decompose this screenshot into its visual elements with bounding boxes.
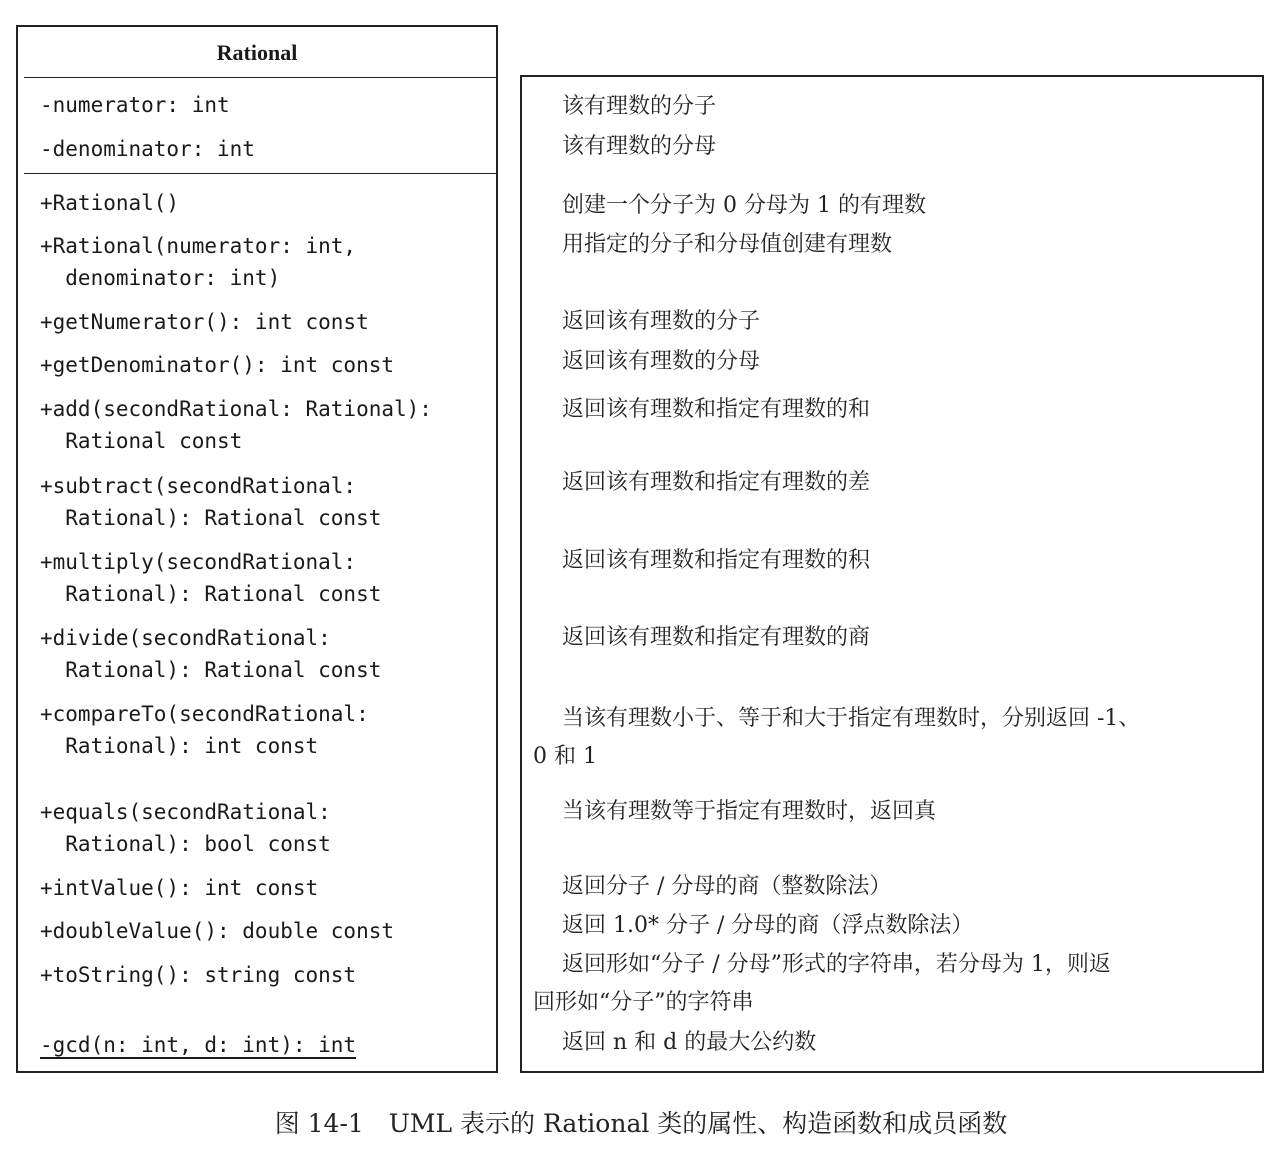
desc-get-denominator: 返回该有理数的分母 — [562, 349, 761, 374]
class-name: Rational — [216, 40, 298, 65]
operation-int-value: +intValue(): int const — [40, 876, 319, 900]
desc-add: 返回该有理数和指定有理数的和 — [562, 397, 871, 422]
operation-gcd-static: -gcd(n: int, d: int): int — [40, 1033, 357, 1057]
operation-compare-to-line1: +compareTo(secondRational: — [40, 702, 369, 726]
operation-subtract-line1: +subtract(secondRational: — [40, 474, 357, 498]
operation-rational-default: +Rational() — [40, 191, 180, 215]
operation-add-line1: +add(secondRational: Rational): — [40, 397, 432, 421]
figure-caption: 图 14-1 UML 表示的 Rational 类的属性、构造函数和成员函数 — [274, 1109, 1008, 1138]
desc-multiply: 返回该有理数和指定有理数的积 — [562, 548, 871, 573]
name-separator — [24, 77, 496, 78]
desc-subtract: 返回该有理数和指定有理数的差 — [562, 470, 871, 495]
desc-get-numerator: 返回该有理数的分子 — [562, 309, 761, 334]
operation-divide-line2: Rational): Rational const — [40, 658, 382, 682]
desc-denominator: 该有理数的分母 — [562, 134, 717, 159]
operation-equals-line2: Rational): bool const — [40, 832, 331, 856]
desc-double-value: 返回 1.0* 分子 / 分母的商（浮点数除法） — [562, 913, 974, 938]
operation-equals-line1: +equals(secondRational: — [40, 800, 331, 824]
desc-compare-line2: 0 和 1 — [533, 744, 597, 769]
desc-gcd: 返回 n 和 d 的最大公约数 — [562, 1030, 817, 1055]
desc-ctor-default: 创建一个分子为 0 分母为 1 的有理数 — [562, 193, 926, 218]
operation-get-numerator: +getNumerator(): int const — [40, 310, 369, 334]
operation-rational-args-line1: +Rational(numerator: int, — [40, 234, 357, 258]
desc-ctor-args: 用指定的分子和分母值创建有理数 — [562, 232, 893, 257]
operation-to-string: +toString(): string const — [40, 963, 357, 987]
operation-add-line2: Rational const — [40, 429, 243, 453]
description-box — [520, 75, 1264, 1073]
attribute-numerator: -numerator: int — [40, 93, 230, 117]
uml-class-box — [16, 25, 498, 1073]
attribute-separator — [24, 173, 496, 174]
desc-numerator: 该有理数的分子 — [562, 94, 717, 119]
desc-to-string-line2: 回形如“分子”的字符串 — [533, 990, 754, 1015]
desc-int-value: 返回分子 / 分母的商（整数除法） — [562, 874, 892, 899]
operation-multiply-line2: Rational): Rational const — [40, 582, 382, 606]
desc-divide: 返回该有理数和指定有理数的商 — [562, 625, 871, 650]
operation-rational-args-line2: denominator: int) — [40, 266, 281, 290]
desc-compare-line1: 当该有理数小于、等于和大于指定有理数时，分别返回 -1、 — [562, 706, 1141, 731]
operation-divide-line1: +divide(secondRational: — [40, 626, 331, 650]
operation-subtract-line2: Rational): Rational const — [40, 506, 382, 530]
attribute-denominator: -denominator: int — [40, 137, 255, 161]
operation-multiply-line1: +multiply(secondRational: — [40, 550, 357, 574]
desc-equals: 当该有理数等于指定有理数时，返回真 — [562, 799, 937, 824]
operation-get-denominator: +getDenominator(): int const — [40, 353, 395, 377]
operation-double-value: +doubleValue(): double const — [40, 919, 395, 943]
operation-compare-to-line2: Rational): int const — [40, 734, 319, 758]
desc-to-string-line1: 返回形如“分子 / 分母”形式的字符串，若分母为 1，则返 — [562, 952, 1111, 977]
